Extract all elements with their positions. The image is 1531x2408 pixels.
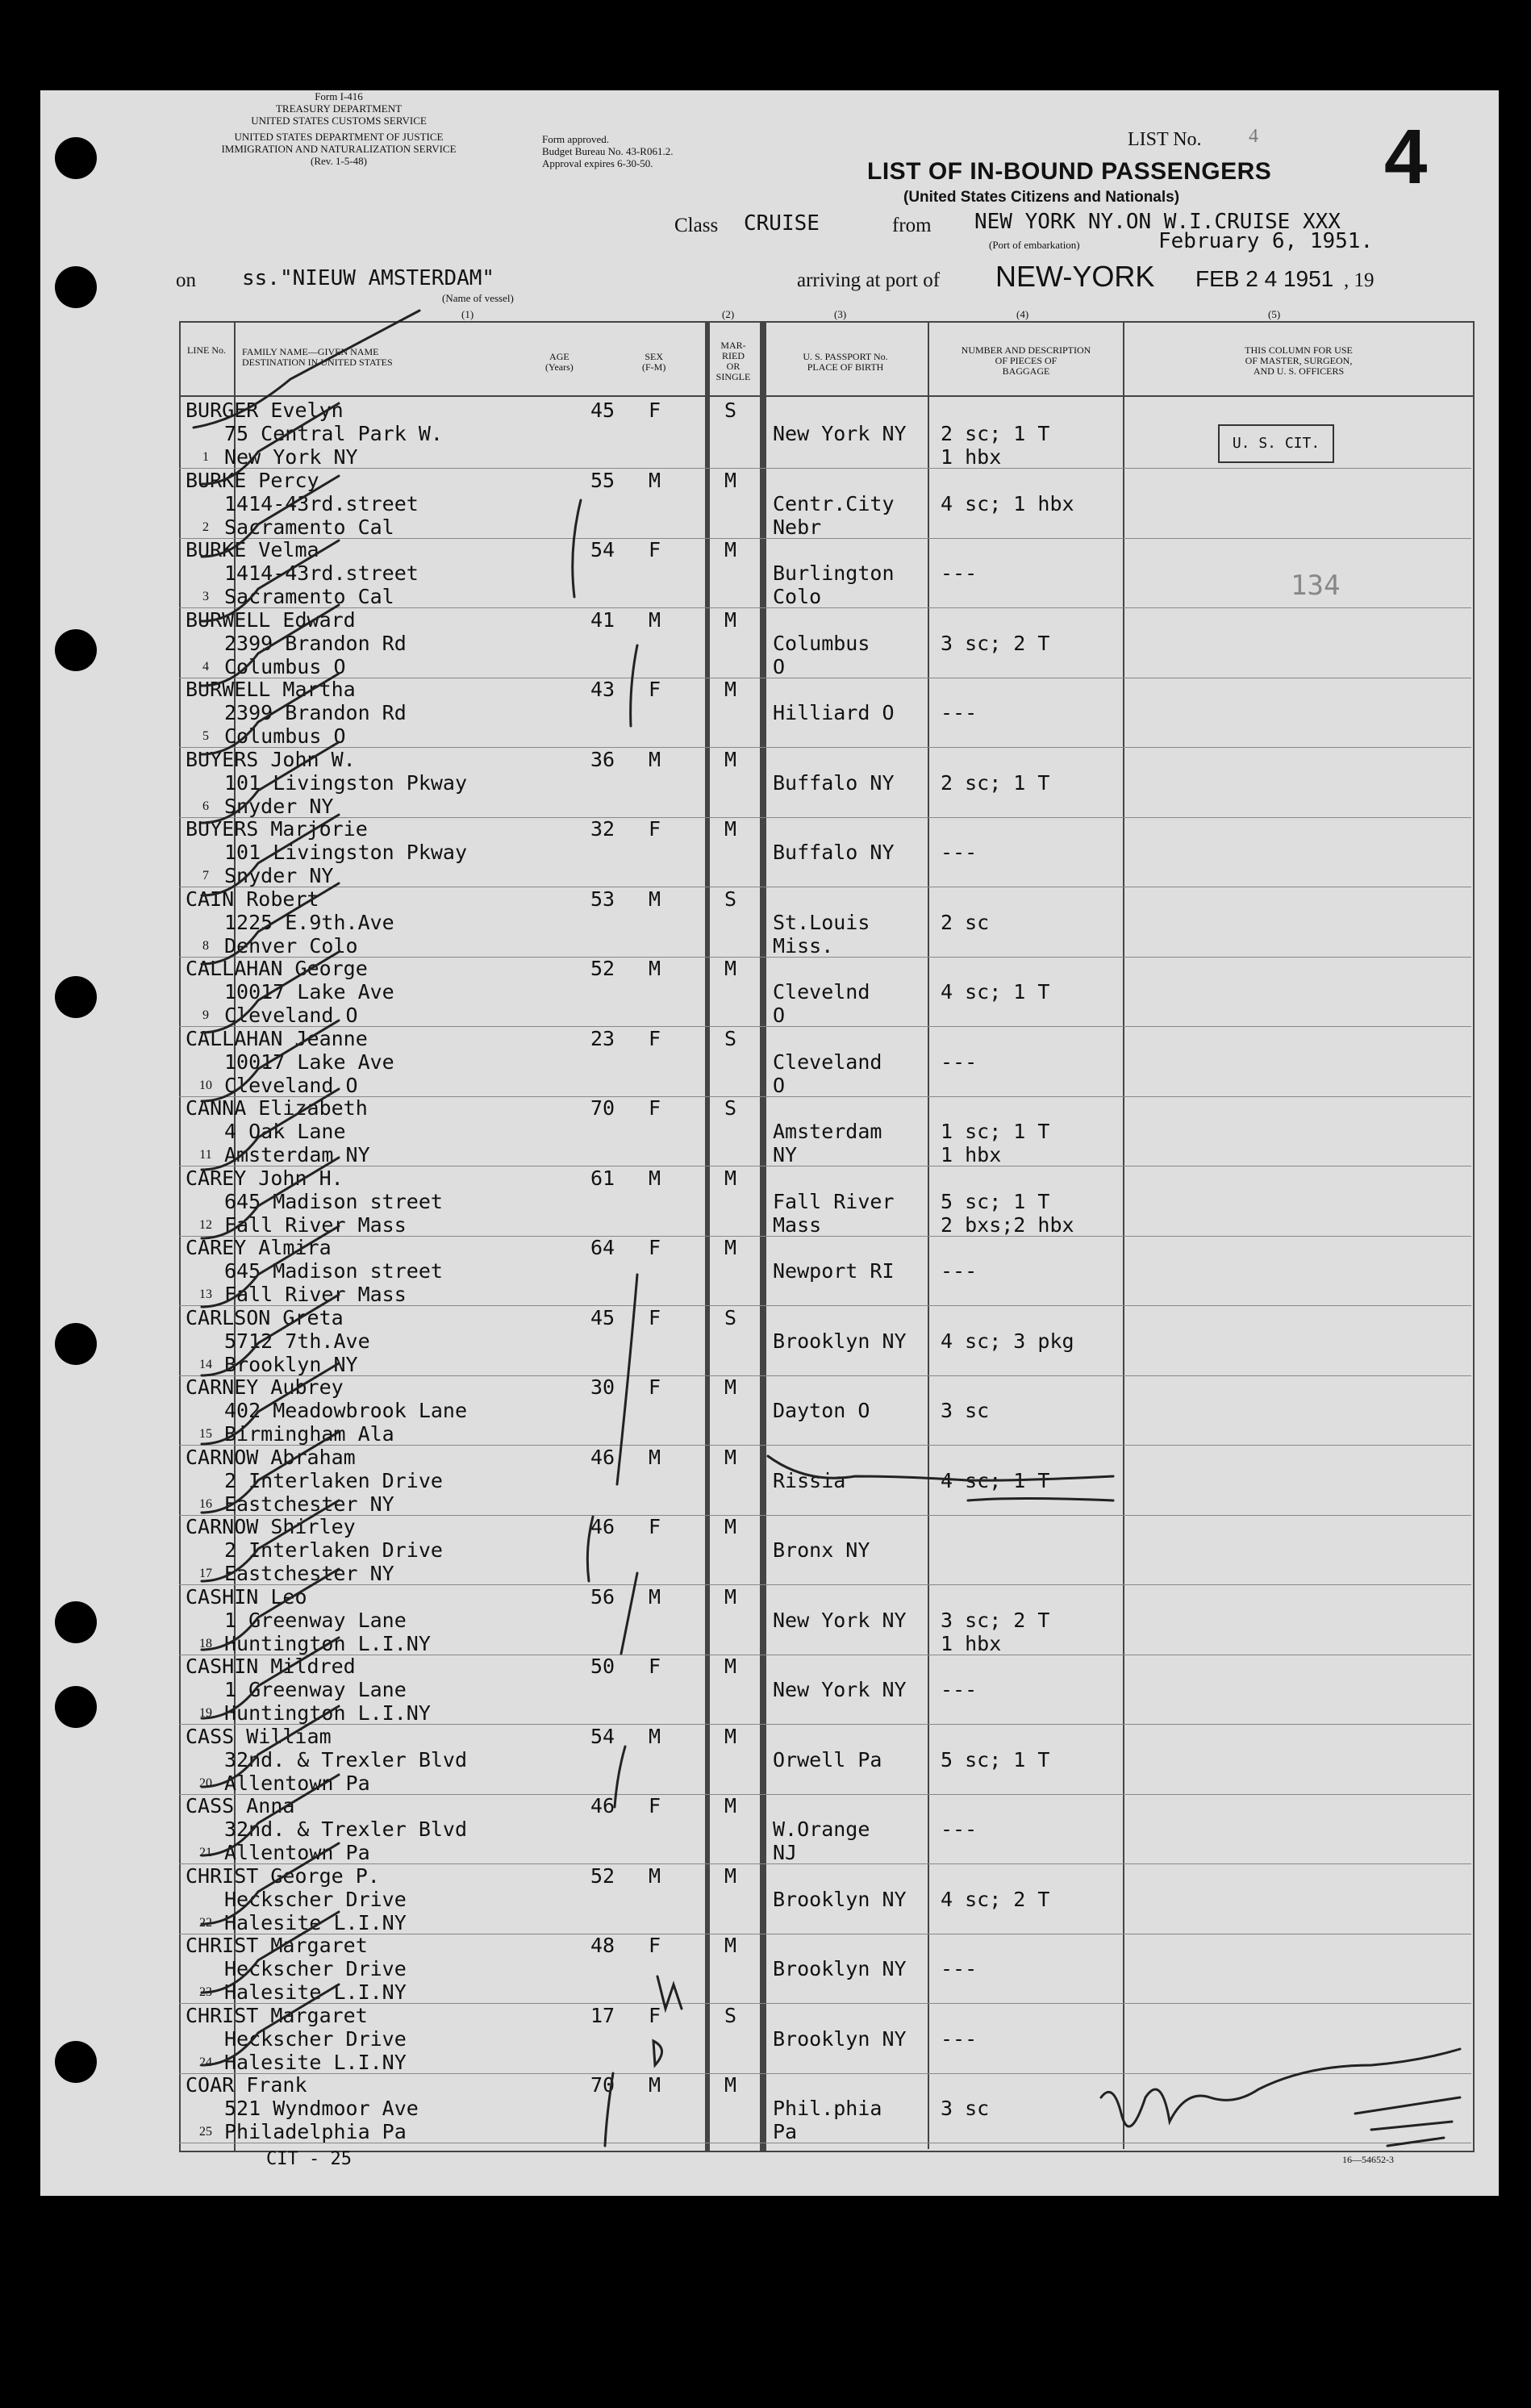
birth-place-line1: Centr.City	[773, 491, 895, 515]
approval-line: Budget Bureau No. 43-R061.2.	[542, 145, 674, 157]
marital-status: M	[724, 607, 737, 632]
age-value: 70	[590, 1096, 615, 1120]
col-header-married-line: SINGLE	[715, 371, 751, 382]
birth-place-line1: Columbus	[773, 631, 870, 655]
marital-status: S	[724, 887, 737, 911]
col-number: (3)	[834, 308, 847, 320]
marital-status: M	[724, 2073, 737, 2097]
passenger-name: CHRIST Margaret	[186, 1934, 368, 1957]
line-number: 21	[199, 1846, 212, 1859]
form-code: CIT - 25	[266, 2149, 352, 2169]
class-label: Class	[674, 215, 719, 236]
birth-place-line1: Clevelnd	[773, 980, 870, 1004]
sex-value: F	[649, 1305, 661, 1329]
port-embarkation-label: (Port of embarkation)	[989, 239, 1080, 251]
address-line1: 32nd. & Trexler Blvd	[224, 1817, 468, 1841]
treasury-label: TREASURY DEPARTMENT	[275, 102, 403, 115]
customs-label: UNITED STATES CUSTOMS SERVICE	[251, 115, 427, 127]
sex-value: F	[649, 1934, 661, 1957]
birth-place-line2: Mass	[773, 1212, 822, 1237]
passenger-name: BURGER Evelyn	[186, 399, 344, 422]
address-line1: 4 Oak Lane	[224, 1120, 346, 1143]
col-header-baggage-line: NUMBER AND DESCRIPTION	[961, 344, 1091, 356]
page-count-stamp: 134	[1291, 570, 1341, 602]
address-line2: Brooklyn NY	[224, 1352, 358, 1376]
from-label: from	[892, 215, 932, 236]
address-line1: 1414-43rd.street	[224, 561, 419, 585]
passenger-name: CALLAHAN Jeanne	[186, 1026, 368, 1050]
passenger-name: BURKE Velma	[186, 538, 319, 561]
age-value: 55	[590, 468, 615, 492]
address-line2: Birmingham Ala	[224, 1422, 394, 1446]
birth-place-line1: Brooklyn NY	[773, 2026, 907, 2051]
address-line2: Philadelphia Pa	[224, 2120, 407, 2143]
col-header-line: LINE No.	[187, 344, 226, 356]
col-header-married-line: RIED	[722, 350, 745, 361]
age-value: 32	[590, 817, 615, 841]
line-number: 12	[199, 1217, 212, 1232]
ins-label: IMMIGRATION AND NATURALIZATION SERVICE	[221, 143, 457, 155]
address-line2: Eastchester NY	[224, 1492, 394, 1516]
birth-place-line1: New York NY	[773, 1678, 907, 1701]
col-header-officers-line: THIS COLUMN FOR USE	[1245, 344, 1353, 356]
address-line1: 645 Madison street	[224, 1189, 443, 1213]
sex-value: F	[649, 1375, 661, 1399]
justice-label: UNITED STATES DEPARTMENT OF JUSTICE	[234, 131, 444, 143]
class-value: CRUISE	[744, 211, 820, 236]
passenger-name: CAREY John H.	[186, 1166, 344, 1190]
line-number: 15	[199, 1427, 212, 1441]
age-value: 23	[590, 1026, 615, 1050]
line-number: 16	[199, 1496, 212, 1511]
birth-place-line2: O	[773, 654, 786, 678]
passenger-name: CARNEY Aubrey	[186, 1375, 344, 1399]
address-line2: Fall River Mass	[224, 1283, 407, 1306]
passenger-name: CALLAHAN George	[186, 957, 368, 980]
marital-status: M	[724, 468, 737, 492]
sex-value: M	[649, 1863, 661, 1888]
col-header-officers-line: AND U. S. OFFICERS	[1253, 365, 1345, 377]
line-number: 18	[199, 1636, 212, 1651]
passenger-name: CASS William	[186, 1724, 332, 1748]
sex-value: M	[649, 957, 661, 980]
baggage-line1: ---	[941, 1817, 978, 1841]
address-line1: Heckscher Drive	[224, 1887, 407, 1911]
address-line1: 10017 Lake Ave	[224, 980, 394, 1004]
line-number: 8	[202, 938, 209, 953]
col-header-sex-line2: (F-M)	[642, 361, 666, 373]
address-line2: Halesite L.I.NY	[224, 1980, 407, 2004]
address-line2: Halesite L.I.NY	[224, 2050, 407, 2074]
sex-value: M	[649, 1724, 661, 1748]
sex-value: M	[649, 468, 661, 492]
line-number: 1	[202, 450, 209, 464]
list-no-value: 4	[1249, 126, 1258, 147]
marital-status: M	[724, 1724, 737, 1748]
baggage-line1: 3 sc; 2 T	[941, 631, 1050, 655]
line-number: 11	[199, 1148, 212, 1162]
us-cit-stamp: U. S. CIT.	[1218, 424, 1334, 463]
line-number: 2	[202, 520, 209, 534]
sex-value: F	[649, 817, 661, 841]
birth-place-line1: Fall River	[773, 1189, 895, 1213]
line-number: 4	[202, 659, 209, 674]
birth-place-line1: Buffalo NY	[773, 841, 895, 864]
marital-status: M	[724, 538, 737, 561]
age-value: 52	[590, 1863, 615, 1888]
address-line2: Eastchester NY	[224, 1562, 394, 1585]
birth-place-line1: Cleveland	[773, 1050, 882, 1074]
address-line2: New York NY	[224, 445, 358, 469]
line-number: 10	[199, 1078, 212, 1092]
baggage-line1: ---	[941, 701, 978, 724]
passenger-name: CASHIN Leo	[186, 1584, 307, 1609]
sex-value: F	[649, 1236, 661, 1259]
address-line1: 521 Wyndmoor Ave	[224, 2097, 419, 2120]
sex-value: F	[649, 1655, 661, 1678]
address-line2: Huntington L.I.NY	[224, 1701, 431, 1725]
age-value: 30	[590, 1375, 615, 1399]
address-line1: 101 Livingston Pkway	[224, 770, 468, 795]
sex-value: F	[649, 538, 661, 561]
marital-status: M	[724, 1794, 737, 1817]
line-number: 5	[202, 729, 209, 743]
birth-place-line1: Newport RI	[773, 1259, 895, 1283]
marital-status: M	[724, 957, 737, 980]
birth-place-line2: NY	[773, 1143, 798, 1166]
address-line2: Sacramento Cal	[224, 585, 394, 608]
col-header-passport-line1: U. S. PASSPORT No.	[803, 351, 888, 362]
line-number: 22	[199, 1915, 212, 1930]
line-number: 24	[199, 2055, 212, 2069]
passenger-name: BURKE Percy	[186, 468, 319, 492]
address-line1: 1225 E.9th.Ave	[224, 910, 394, 934]
birth-place-line1: Hilliard O	[773, 701, 895, 724]
address-line1: Heckscher Drive	[224, 2026, 407, 2051]
baggage-line1: ---	[941, 1678, 978, 1701]
address-line1: 645 Madison street	[224, 1259, 443, 1283]
col-number: (4)	[1016, 308, 1029, 320]
passenger-name: CASS Anna	[186, 1794, 295, 1817]
col-number: (2)	[722, 308, 735, 320]
age-value: 64	[590, 1236, 615, 1259]
passenger-name: CANNA Elizabeth	[186, 1096, 368, 1120]
baggage-line1: ---	[941, 561, 978, 585]
birth-place-line1: Bronx NY	[773, 1538, 870, 1562]
baggage-line1: 4 sc; 1 T	[941, 980, 1050, 1004]
baggage-line1: 4 sc; 2 T	[941, 1887, 1050, 1911]
marital-status: M	[724, 1655, 737, 1678]
list-number-stamp: 4	[1384, 114, 1428, 200]
address-line1: 2 Interlaken Drive	[224, 1538, 443, 1562]
departure-date: February 6, 1951.	[1158, 229, 1374, 253]
col-header-age-line1: AGE	[549, 351, 569, 362]
birth-place-line1: New York NY	[773, 1608, 907, 1632]
address-line2: Columbus O	[224, 724, 346, 748]
address-line2: Denver Colo	[224, 933, 358, 958]
birth-place-line2: Colo	[773, 585, 822, 608]
baggage-line1: 1 sc; 1 T	[941, 1120, 1050, 1143]
print-code: 16—54652-3	[1342, 2154, 1394, 2165]
marital-status: M	[724, 1375, 737, 1399]
birth-place-line2: O	[773, 1004, 786, 1027]
col-number: (5)	[1268, 308, 1281, 320]
passenger-name: BUYERS Marjorie	[186, 817, 368, 841]
age-value: 52	[590, 957, 615, 980]
line-number: 20	[199, 1776, 212, 1790]
birth-place-line2: Pa	[773, 2120, 798, 2143]
baggage-line1: 2 sc; 1 T	[941, 422, 1050, 445]
address-line1: 5712 7th.Ave	[224, 1329, 370, 1353]
marital-status: S	[724, 1026, 737, 1050]
baggage-line1: 5 sc; 1 T	[941, 1747, 1050, 1772]
marital-status: S	[724, 399, 737, 422]
address-line2: Halesite L.I.NY	[224, 1910, 407, 1934]
sex-value: M	[649, 747, 661, 771]
sex-value: M	[649, 887, 661, 911]
address-line1: 75 Central Park W.	[224, 422, 443, 445]
birth-place-line1: Amsterdam	[773, 1120, 882, 1143]
age-value: 54	[590, 1724, 615, 1748]
address-line2: Cleveland O	[224, 1004, 358, 1027]
birth-place-line1: Brooklyn NY	[773, 1887, 907, 1911]
address-line1: 2 Interlaken Drive	[224, 1468, 443, 1492]
line-number: 7	[202, 869, 209, 883]
page-title: LIST OF IN-BOUND PASSENGERS	[867, 158, 1272, 185]
marital-status: M	[724, 678, 737, 701]
col-header-officers-line: OF MASTER, SURGEON,	[1245, 355, 1353, 366]
col-header-passport-line2: PLACE OF BIRTH	[807, 361, 884, 373]
sex-value: F	[649, 1096, 661, 1120]
passenger-name: CASHIN Mildred	[186, 1655, 356, 1678]
marital-status: M	[724, 1515, 737, 1538]
baggage-line1: 2 sc; 1 T	[941, 770, 1050, 795]
address-line2: Amsterdam NY	[224, 1143, 370, 1166]
marital-status: S	[724, 2003, 737, 2027]
passenger-name: CHRIST George P.	[186, 1863, 380, 1888]
line-number: 13	[199, 1287, 212, 1301]
sex-value: M	[649, 1445, 661, 1469]
passenger-name: CARLSON Greta	[186, 1305, 344, 1329]
baggage-line2: 1 hbx	[941, 1631, 1002, 1655]
approval-line: Approval expires 6-30-50.	[542, 157, 653, 169]
sex-value: F	[649, 1515, 661, 1538]
sex-value: F	[649, 1026, 661, 1050]
address-line1: 1 Greenway Lane	[224, 1678, 407, 1701]
address-line2: Cleveland O	[224, 1073, 358, 1097]
from-value: NEW YORK NY.ON W.I.CRUISE XXX	[974, 210, 1341, 234]
age-value: 46	[590, 1515, 615, 1538]
marital-status: M	[724, 1863, 737, 1888]
marital-status: S	[724, 1305, 737, 1329]
baggage-line1: 5 sc; 1 T	[941, 1189, 1050, 1213]
col-header-age-line2: (Years)	[545, 361, 574, 373]
birth-place-line2: O	[773, 1073, 786, 1097]
address-line1: 1 Greenway Lane	[224, 1608, 407, 1632]
approval-line: Form approved.	[542, 133, 610, 145]
age-value: 45	[590, 399, 615, 422]
baggage-line1: ---	[941, 1259, 978, 1283]
address-line1: 1414-43rd.street	[224, 491, 419, 515]
baggage-line1: 3 sc; 2 T	[941, 1608, 1050, 1632]
line-number: 17	[199, 1567, 212, 1580]
sex-value: M	[649, 1166, 661, 1190]
sex-value: F	[649, 2003, 661, 2027]
address-line1: 2399 Brandon Rd	[224, 701, 407, 724]
baggage-line1: ---	[941, 841, 978, 864]
sex-value: F	[649, 678, 661, 701]
col-header-name-line1: FAMILY NAME—GIVEN NAME	[242, 346, 379, 357]
page-subtitle: (United States Citizens and Nationals)	[903, 189, 1180, 206]
age-value: 56	[590, 1584, 615, 1609]
baggage-line1: 2 sc	[941, 910, 990, 934]
baggage-line1: 4 sc; 1 T	[941, 1468, 1050, 1492]
age-value: 61	[590, 1166, 615, 1190]
line-number: 19	[199, 1706, 212, 1720]
col-header-sex-line1: SEX	[645, 351, 663, 362]
baggage-line2: 1 hbx	[941, 1143, 1002, 1166]
age-value: 46	[590, 1445, 615, 1469]
line-number: 25	[199, 2125, 212, 2139]
birth-place-line2: NJ	[773, 1841, 798, 1864]
passenger-name: CARNOW Abraham	[186, 1445, 356, 1469]
marital-status: M	[724, 1584, 737, 1609]
age-value: 43	[590, 678, 615, 701]
marital-status: M	[724, 1236, 737, 1259]
age-value: 36	[590, 747, 615, 771]
passenger-name: CAIN Robert	[186, 887, 319, 911]
birth-place-line1: Phil.phia	[773, 2097, 882, 2120]
address-line2: Snyder NY	[224, 864, 334, 887]
birth-place-line1: Orwell Pa	[773, 1747, 882, 1772]
age-value: 46	[590, 1794, 615, 1817]
address-line2: Allentown Pa	[224, 1841, 370, 1864]
marital-status: M	[724, 747, 737, 771]
baggage-line1: 4 sc; 1 hbx	[941, 491, 1074, 515]
col-header-name-line2: DESTINATION IN UNITED STATES	[242, 357, 393, 368]
line-number: 6	[202, 799, 209, 813]
sex-value: F	[649, 399, 661, 422]
address-line1: 10017 Lake Ave	[224, 1050, 394, 1074]
passenger-name: BURWELL Martha	[186, 678, 356, 701]
vessel-name: ss."NIEUW AMSTERDAM"	[242, 266, 495, 290]
address-line2: Snyder NY	[224, 794, 334, 818]
baggage-line2: 1 hbx	[941, 445, 1002, 469]
age-value: 50	[590, 1655, 615, 1678]
sex-value: M	[649, 607, 661, 632]
col-number: (1)	[461, 308, 474, 320]
birth-place-line1: Brooklyn NY	[773, 1957, 907, 1980]
check-mark	[194, 311, 419, 428]
marital-status: M	[724, 1166, 737, 1190]
passenger-name: COAR Frank	[186, 2073, 307, 2097]
line-number: 9	[202, 1008, 209, 1022]
birth-place-line1: St.Louis	[773, 910, 870, 934]
sex-value: M	[649, 1584, 661, 1609]
rev-label: (Rev. 1-5-48)	[311, 155, 367, 167]
year-suffix: , 19	[1344, 269, 1375, 291]
marital-status: M	[724, 817, 737, 841]
baggage-line1: ---	[941, 2026, 978, 2051]
sex-value: F	[649, 1794, 661, 1817]
passenger-name: CARNOW Shirley	[186, 1515, 356, 1538]
baggage-line1: ---	[941, 1050, 978, 1074]
address-line1: 2399 Brandon Rd	[224, 631, 407, 655]
age-value: 48	[590, 1934, 615, 1957]
age-value: 54	[590, 538, 615, 561]
baggage-line2: 2 bxs;2 hbx	[941, 1212, 1074, 1237]
birth-place-line1: Rissia	[773, 1468, 846, 1492]
age-value: 41	[590, 607, 615, 632]
line-number: 23	[199, 1985, 212, 1999]
birth-place-line2: Nebr	[773, 515, 822, 539]
address-line2: Fall River Mass	[224, 1212, 407, 1237]
birth-place-line1: Dayton O	[773, 1399, 870, 1422]
sex-value: M	[649, 2073, 661, 2097]
birth-place-line1: Brooklyn NY	[773, 1329, 907, 1353]
line-number: 3	[202, 590, 209, 603]
marital-status: M	[724, 1934, 737, 1957]
birth-place-line1: Burlington	[773, 561, 895, 585]
age-value: 70	[590, 2073, 615, 2097]
address-line2: Huntington L.I.NY	[224, 1631, 431, 1655]
birth-place-line2: Miss.	[773, 933, 834, 958]
address-line1: 402 Meadowbrook Lane	[224, 1399, 468, 1422]
marital-status: S	[724, 1096, 737, 1120]
address-line2: Columbus O	[224, 654, 346, 678]
birth-place-line1: W.Orange	[773, 1817, 870, 1841]
arrival-port: NEW-YORK	[995, 260, 1155, 293]
vessel-label: (Name of vessel)	[442, 292, 514, 304]
address-line1: 32nd. & Trexler Blvd	[224, 1747, 468, 1772]
address-line1: Heckscher Drive	[224, 1957, 407, 1980]
list-no-label: LIST No.	[1128, 129, 1202, 150]
baggage-line1: 4 sc; 3 pkg	[941, 1329, 1074, 1353]
marital-status: M	[724, 1445, 737, 1469]
arriving-label: arriving at port of	[797, 269, 941, 291]
passenger-name: BUYERS John W.	[186, 747, 356, 771]
passenger-name: CAREY Almira	[186, 1236, 332, 1259]
line-number: 14	[199, 1357, 212, 1371]
age-value: 53	[590, 887, 615, 911]
form-number: Form I-416	[315, 90, 363, 102]
age-value: 17	[590, 2003, 615, 2027]
col-header-baggage-line: OF PIECES OF	[995, 355, 1058, 366]
address-line2: Sacramento Cal	[224, 515, 394, 539]
on-label: on	[176, 269, 196, 291]
passenger-name: BURWELL Edward	[186, 607, 356, 632]
address-line1: 101 Livingston Pkway	[224, 841, 468, 864]
age-value: 45	[590, 1305, 615, 1329]
col-header-married-line: OR	[726, 361, 740, 372]
col-header-married-line: MAR-	[720, 340, 746, 351]
baggage-line1: 3 sc	[941, 1399, 990, 1422]
birth-place-line1: New York NY	[773, 422, 907, 445]
address-line2: Allentown Pa	[224, 1771, 370, 1795]
baggage-line1: ---	[941, 1957, 978, 1980]
passenger-name: CHRIST Margaret	[186, 2003, 368, 2027]
baggage-line1: 3 sc	[941, 2097, 990, 2120]
birth-place-line1: Buffalo NY	[773, 770, 895, 795]
arrival-date-stamp: FEB 2 4 1951	[1195, 266, 1334, 291]
col-header-baggage-line: BAGGAGE	[1002, 365, 1050, 377]
